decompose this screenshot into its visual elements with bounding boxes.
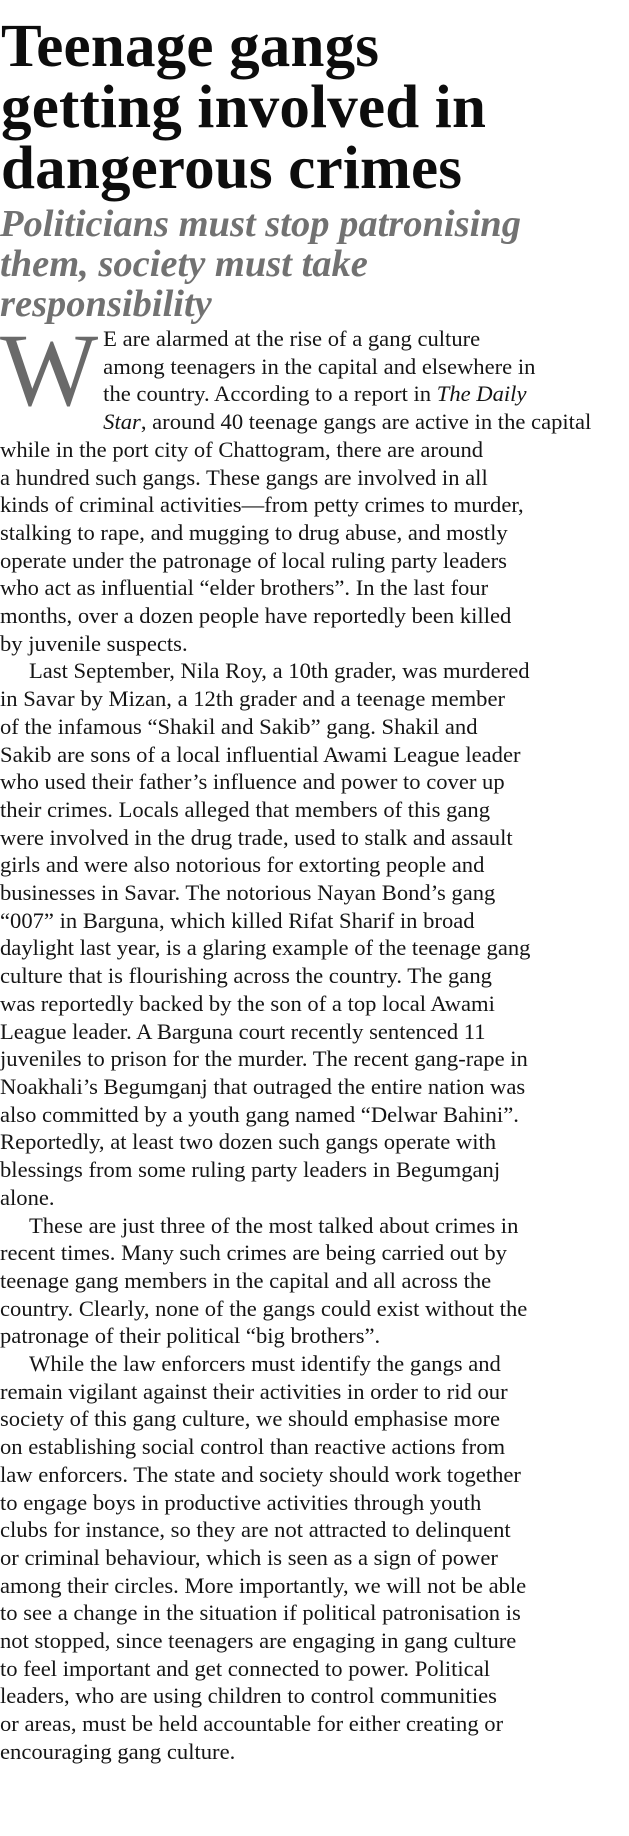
- paragraph-2: [0, 657, 629, 685]
- body-line: law enforcers. The state and society should work together: [0, 1461, 521, 1487]
- body-line: These are just three of the most talked about crimes in: [29, 1212, 519, 1238]
- paragraph-3: [0, 1212, 629, 1240]
- body-line: or areas, must be held accountable for either creating or: [0, 1711, 504, 1737]
- body-line: culture that is flourishing across the country. The gang: [0, 963, 492, 989]
- body-line: “007” in Barguna, which killed Rifat Sharif in broad: [0, 907, 475, 933]
- body-line: patronage of their political “big brothers”.: [0, 1323, 381, 1349]
- body-line: stalking to rape, and mugging to drug abuse, and mostly: [0, 519, 508, 545]
- paragraph-4: [0, 1350, 629, 1378]
- body-line: to see a change in the situation if political patronisation is: [0, 1600, 521, 1626]
- body-line: League leader. A Barguna court recently sentenced 11: [0, 1018, 486, 1044]
- body-line: clubs for instance, so they are not attracted to delinquent: [0, 1517, 511, 1543]
- body-line: who act as influential “elder brothers”. In the last four: [0, 575, 489, 601]
- body-text-run: , around 40 teenage gangs are active in the capital: [140, 409, 592, 435]
- body-line: alone.: [0, 1184, 55, 1210]
- subheadline-line: Politicians must stop patronising: [0, 203, 521, 245]
- article-body: [0, 313, 629, 1766]
- body-line: were involved in the drug trade, used to stalk and assault: [0, 824, 513, 850]
- body-line: E are alarmed at the rise of a gang culture: [103, 326, 481, 351]
- headline-line: dangerous crimes: [1, 135, 463, 202]
- body-line: of the infamous “Shakil and Sakib” gang. Shakil and: [0, 713, 478, 739]
- body-line: on establishing social control than reactive actions from: [0, 1434, 506, 1460]
- subheadline-line: them, society must take: [0, 243, 368, 285]
- body-line: daylight last year, is a glaring example of the teenage gang: [0, 935, 531, 961]
- paragraph-1: [0, 313, 629, 657]
- publication-name: The Daily: [436, 381, 527, 407]
- headline-line: getting involved in: [1, 74, 487, 141]
- body-line: kinds of criminal activities—from petty crimes to murder,: [0, 492, 524, 518]
- body-line: juveniles to prison for the murder. The recent gang-rape in: [0, 1046, 528, 1072]
- body-line: teenage gang members in the capital and all across the: [0, 1267, 492, 1293]
- body-line: among their circles. More importantly, we will not be able: [0, 1572, 527, 1598]
- body-line: operate under the patronage of local ruling party leaders: [0, 547, 507, 573]
- body-line: leaders, who are using children to control communities: [0, 1683, 497, 1709]
- body-line: girls and were also notorious for extorting people and: [0, 852, 485, 878]
- body-line: a hundred such gangs. These gangs are involved in all: [0, 464, 488, 490]
- body-line: also committed by a youth gang named “Delwar Bahini”.: [0, 1101, 519, 1127]
- paragraph-2-cont: [0, 685, 629, 1211]
- body-line: blessings from some ruling party leaders in Begumganj: [0, 1157, 501, 1183]
- body-line: country. Clearly, none of the gangs could exist without the: [0, 1295, 528, 1321]
- body-text-run: the country. According to a report in: [103, 381, 437, 407]
- body-line: not stopped, since teenagers are engaging in gang culture: [0, 1628, 517, 1654]
- body-line: their crimes. Locals alleged that members of this gang: [0, 796, 491, 822]
- body-line: Noakhali’s Begumganj that outraged the entire nation was: [0, 1073, 526, 1099]
- body-line: While the law enforcers must identify the gangs and: [29, 1351, 501, 1377]
- subheadline-line: responsibility: [0, 283, 212, 325]
- body-line: to feel important and get connected to power. Political: [0, 1655, 491, 1681]
- body-line: by juvenile suspects.: [0, 630, 188, 656]
- body-line: months, over a dozen people have reportedly been killed: [0, 603, 512, 629]
- body-line: Last September, Nila Roy, a 10th grader, was murdered: [29, 658, 530, 684]
- drop-cap: W: [0, 313, 99, 428]
- body-line: who used their father’s influence and power to cover up: [0, 769, 505, 795]
- body-line: businesses in Savar. The notorious Nayan Bond’s gang: [0, 880, 496, 906]
- body-line: to engage boys in productive activities through youth: [0, 1489, 482, 1515]
- paragraph-3-cont: [0, 1239, 629, 1350]
- body-line: while in the port city of Chattogram, there are around: [0, 436, 484, 462]
- headline: [1, 13, 629, 202]
- body-line: Sakib are sons of a local influential Awami League leader: [0, 741, 521, 767]
- subheadline: [0, 204, 629, 324]
- body-line: or criminal behaviour, which is seen as a sign of power: [0, 1544, 498, 1570]
- paragraph-4-cont: [0, 1378, 629, 1766]
- headline-line: Teenage gangs: [1, 13, 380, 80]
- body-line: was reportedly backed by the son of a top local Awami: [0, 990, 495, 1016]
- body-line: recent times. Many such crimes are being carried out by: [0, 1240, 507, 1266]
- body-line: society of this gang culture, we should emphasise more: [0, 1406, 501, 1432]
- body-line: in Savar by Mizan, a 12th grader and a teenage member: [0, 686, 506, 712]
- body-line: encouraging gang culture.: [0, 1738, 236, 1764]
- body-line: among teenagers in the capital and elsewhere in: [103, 353, 536, 379]
- body-line: remain vigilant against their activities in order to rid our: [0, 1378, 508, 1404]
- body-line: Reportedly, at least two dozen such gangs operate with: [0, 1129, 497, 1155]
- publication-name: Star: [103, 409, 141, 435]
